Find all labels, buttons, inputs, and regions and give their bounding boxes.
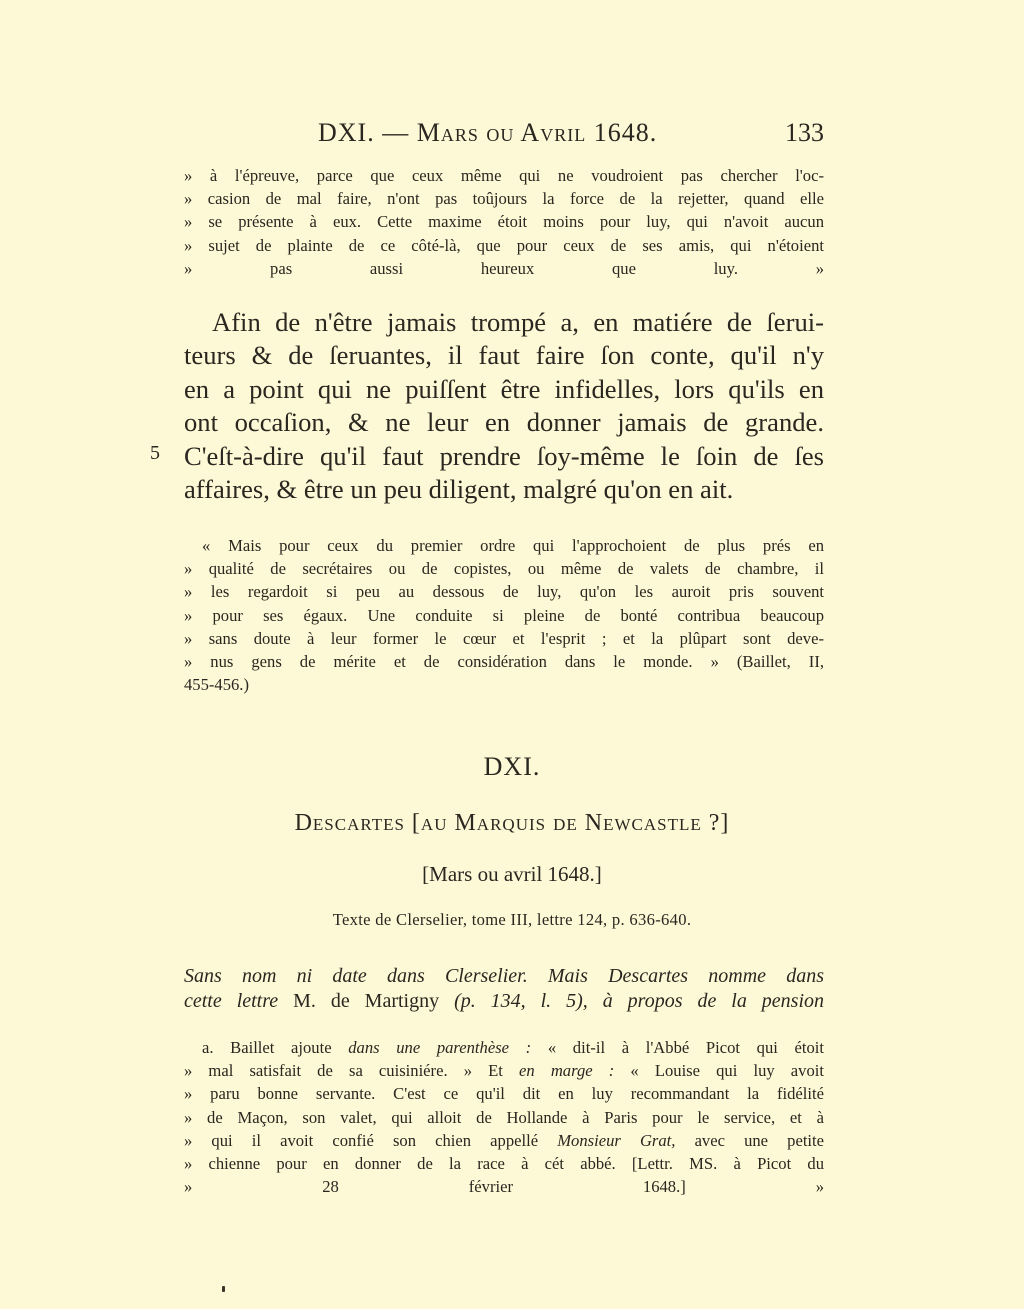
footnote-fragment: a. Baillet ajoute	[202, 1038, 349, 1057]
footnote-line: » paru bonne servante. C'est ce qu'il dit en luy recommandant la fidélité	[184, 1084, 824, 1104]
main-line: teurs & de ſeruantes, il faut faire ſon conte, qu'il n'y	[184, 340, 824, 371]
quote-block-1	[184, 164, 824, 280]
intro-line	[184, 989, 824, 1014]
footnote-fragment: en marge :	[519, 1061, 615, 1081]
footnote-fragment: » qui il avoit confié son chien appellé	[184, 1130, 558, 1150]
quote-line: » se présente à eux. Cette maxime étoit moins pour luy, qui n'avoit aucun	[184, 212, 824, 232]
quote-line: » pour ses égaux. Une conduite si pleine de bonté contribua beaucoup	[184, 605, 824, 625]
main-line: en a point qui ne puiſſent être infidelles, lors qu'ils en	[184, 373, 824, 404]
quote-line: » nus gens de mérite et de considération dans le monde. » (Baillet, II,	[184, 652, 824, 672]
quote-line: 455-456.)	[184, 675, 249, 695]
quote-line: « Mais pour ceux du premier ordre qui l'approchoient de plus prés en	[202, 536, 824, 555]
letter-correspondent: Descartes [au Marquis de Newcastle ?]	[294, 810, 730, 836]
footnote-fragment: « Louise qui luy avoit	[614, 1061, 824, 1081]
intro-fragment: M. de Martigny	[278, 990, 455, 1012]
main-text	[184, 306, 824, 506]
intro-line: Sans nom ni date dans Clerselier. Mais Descartes nomme dans	[184, 965, 824, 987]
running-header	[184, 118, 824, 152]
title-year: 1648.	[586, 118, 658, 147]
footnote-fragment: Monsieur Grat,	[557, 1130, 676, 1150]
main-line: affaires, & être un peu diligent, malgré qu'on en ait.	[184, 474, 734, 505]
main-line: C'eſt-à-dire qu'il faut prendre ſoy-même le ſoin de ſes	[184, 440, 824, 471]
intro-fragment: (p. 134, l. 5), à propos de la pension	[454, 990, 825, 1012]
ink-speck	[222, 1286, 225, 1292]
quote-line: » casion de mal faire, n'ont pas toûjours la force de la rejetter, quand elle	[184, 189, 824, 209]
footnote-line: » de Maçon, son valet, qui alloit de Hollande à Paris pour le service, et à	[184, 1107, 824, 1127]
footnote-line	[184, 1129, 824, 1152]
footnote-line	[184, 1059, 824, 1082]
footnote	[184, 1036, 824, 1198]
footnote-fragment: » mal satisfait de sa cuisiniére. » Et	[184, 1061, 520, 1081]
main-line: ont occaſion, & ne leur en donner jamais de grande.	[184, 407, 824, 438]
quote-line: » pas aussi heureux que luy. »	[184, 258, 824, 278]
quote-line: » qualité de secrétaires ou de copistes, ou même de valets de chambre, il	[184, 559, 824, 579]
letter-date: [Mars ou avril 1648.]	[422, 862, 602, 886]
footnote-fragment: avec une petite	[675, 1130, 825, 1150]
intro-fragment: cette lettre	[184, 990, 279, 1012]
letter-source: Texte de Clerselier, tome III, lettre 124, p. 636-640.	[332, 910, 692, 929]
quote-line: » les regardoit si peu au dessous de luy, qu'on les auroit pris souvent	[184, 582, 824, 602]
quote-line: » sujet de plainte de ce côté-là, que pour ceux de ses amis, qui n'étoient	[184, 235, 824, 255]
main-line: Afin de n'être jamais trompé a, en matiére de ſerui-	[212, 307, 824, 337]
title-month: Mars ou Avril	[416, 118, 587, 147]
quote-line: » à l'épreuve, parce que ceux même qui ne voudroient pas chercher l'oc-	[184, 166, 824, 185]
line-number: 5	[150, 442, 160, 464]
footnote-fragment: dans une parenthèse :	[348, 1038, 532, 1057]
footnote-line	[184, 1036, 824, 1059]
running-title	[318, 118, 657, 148]
footnote-line: » chienne pour en donner de la race à cét abbé. [Lettr. MS. à Picot du	[184, 1154, 824, 1174]
footnote-line: » 28 février 1648.] »	[184, 1177, 824, 1197]
quote-block-2	[184, 534, 824, 696]
footnote-fragment: « dit-il à l'Abbé Picot qui étoit	[531, 1038, 824, 1057]
editor-intro	[184, 964, 824, 1014]
page-number: 133	[785, 118, 824, 147]
letter-number: DXI.	[483, 752, 541, 781]
quote-line: » sans doute à leur former le cœur et l'esprit ; et la plûpart sont deve-	[184, 628, 824, 648]
title-prefix: DXI. —	[318, 118, 417, 147]
